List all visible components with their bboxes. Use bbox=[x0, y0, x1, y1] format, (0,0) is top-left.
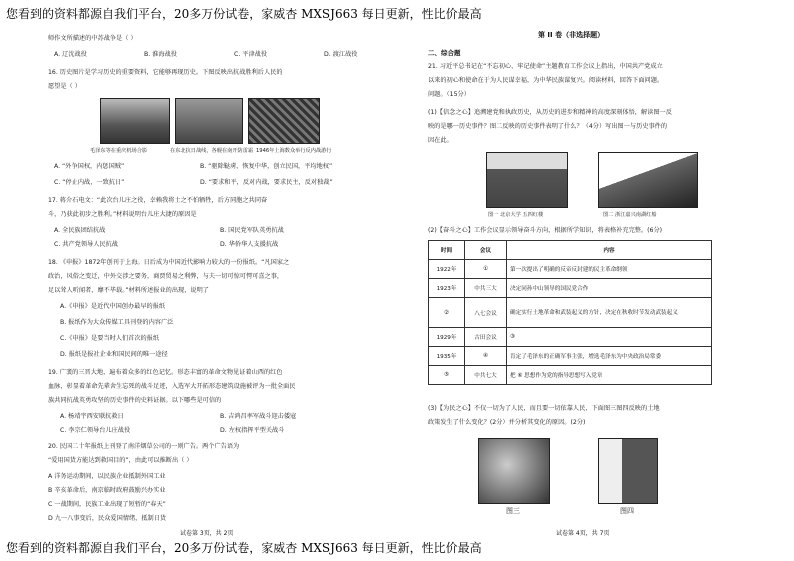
figure-3-caption: 图三 bbox=[506, 507, 520, 515]
table-row bbox=[429, 328, 712, 347]
q20-option-d: D 九一八事变后，民众爱国情绪，抵制日货 bbox=[48, 515, 167, 522]
q16-line-1: 16. 历史图片是学习历史的重要资料，它能够再现历史。下图反映出抗战胜利后人民的 bbox=[48, 69, 283, 76]
table-cell: ② bbox=[429, 298, 465, 328]
table-cell: 中共七大 bbox=[465, 366, 507, 385]
right-page bbox=[428, 28, 794, 538]
q19-option-b: B. 吉鸿昌率军战斗迎击倭寇 bbox=[220, 413, 297, 420]
table-cell: ④ bbox=[465, 347, 507, 366]
table-header-row bbox=[429, 241, 712, 260]
q21-part1-line-1: (1)【信念之心】追溯建党和执政历史，从历史的进步和精神的高度深刻体悟，解读图一反 bbox=[428, 109, 672, 116]
table-cell: 古田会议 bbox=[465, 328, 507, 347]
table-row bbox=[429, 298, 712, 328]
figure-2-photo bbox=[598, 152, 698, 208]
section-title: 二、综合题 bbox=[428, 49, 461, 57]
q21-line-2: 以来的初心和使命在于为人民谋幸福，为中华民族谋复兴。阅读材料，回答下面问题。 bbox=[428, 77, 664, 84]
table-cell: 八七会议 bbox=[465, 298, 507, 328]
q16-line-2: 愿望是（ ） bbox=[48, 83, 81, 90]
table-row bbox=[429, 260, 712, 279]
table-cell: 1935年 bbox=[429, 347, 465, 366]
q15-tail: 师作文所描述的中苏战争是（ ） bbox=[48, 35, 137, 42]
q19-line-1: 19. 广袤的三晋大地，遍布着众多的红色记忆。形态丰富的革命文物见证着山西的红色 bbox=[48, 369, 283, 376]
q16-option-a: A. “外争国权，内惩国贼” bbox=[54, 163, 125, 170]
q19-line-3: 族共同抗战英勇攻坚的历史事件的史料证据。以下哪些是可信的 bbox=[48, 397, 222, 404]
table-row bbox=[429, 279, 712, 298]
q21-part3-line-2: 政策发生了什么变化？(2分）并分析其变化的原因。(2分) bbox=[428, 419, 586, 426]
q21-part3-line-1: (3)【为民之心】不仅一切为了人民，而且要一切依靠人民，下面图三图四反映的土地 bbox=[428, 405, 660, 412]
figure-2-caption: 图二 浙江嘉兴南湖红船 bbox=[603, 212, 657, 218]
q19-line-2: 血脉，彰显着革命先辈舍生忘死的战斗足迹，入选军大开拓形态建筑设施被评为一批全面民 bbox=[48, 383, 296, 390]
q20-line-2: “爱用国货方能达到救国目的”，由此可以推断出（ ） bbox=[48, 457, 193, 464]
figure-4-photo bbox=[598, 438, 658, 504]
top-banner: 您看到的资料都源自我们平台，20多万份试卷，家威杏 MXSJ663 每日更新，性比价最高 bbox=[6, 7, 482, 21]
q15-option-a: A. 辽沈战役 bbox=[54, 51, 87, 58]
q16-option-d: D. “要求和平，反对内战，要求民主，反对独裁” bbox=[200, 179, 333, 186]
q20-line-1: 20. 民国二十年报纸上刊登了南洋烟草公司的一则广告。两个广告语为 bbox=[48, 443, 240, 450]
q21-part1-line-2: 映的是哪一历史事件？图二反映的历史事件表明了什么？（4分）写出图一与历史事件的 bbox=[428, 123, 668, 130]
table-cell: ⑤ bbox=[429, 366, 465, 385]
left-page bbox=[30, 28, 418, 538]
q21-line-1: 21. 习近平总书记在“不忘初心，牢记使命”主题教育工作会议上指出，中国共产党成立 bbox=[428, 63, 663, 70]
table-cell: 1929年 bbox=[429, 328, 465, 347]
q16-photo-1 bbox=[100, 98, 170, 144]
q18-option-b: B. 报纸作为大众传媒工具刊登的内容广泛 bbox=[60, 319, 174, 326]
q17-option-d: D. 华侨华人支援抗战 bbox=[220, 241, 279, 248]
events-table bbox=[428, 240, 712, 385]
table-header: 内容 bbox=[507, 241, 712, 260]
q17-option-a: A. 全民族团结抗战 bbox=[54, 227, 106, 234]
q16-caption-1: 毛泽东等在重庆机场合影 bbox=[90, 148, 148, 154]
q19-option-c: C. 李宗仁领导台儿庄战役 bbox=[60, 427, 131, 434]
q16-caption-2: 在东北抗日战线，各舰在南开防雷霜 bbox=[170, 148, 254, 154]
figure-1-photo bbox=[486, 152, 568, 208]
left-page-footer: 试卷第 3页，共 2页 bbox=[180, 530, 234, 537]
table-header: 时间 bbox=[429, 241, 465, 260]
q21-line-3: 问题。（15分） bbox=[428, 91, 470, 98]
q17-option-c: C. 共产党领导人民抗战 bbox=[54, 241, 118, 248]
bottom-banner: 您看到的资料都源自我们平台，20多万份试卷，家威杏 MXSJ663 每日更新，性比价最高 bbox=[6, 541, 482, 555]
table-row bbox=[429, 366, 712, 385]
q18-line-1: 18. 《申报》1872年创刊于上海。日后成为中国近代影响力较大的一份报纸。“凡国家之 bbox=[48, 259, 290, 266]
table-cell: 确定实行土地革命和武装起义的方针，决定在秋收时节发动武装起义 bbox=[507, 298, 712, 328]
q15-option-d: D. 渡江战役 bbox=[324, 51, 358, 58]
q20-option-a: A 洋务运动期间，以民族企业抵制外国工业 bbox=[48, 473, 166, 480]
table-cell: 中共三大 bbox=[465, 279, 507, 298]
figure-1-caption: 图一 北京大学 五四红楼 bbox=[488, 212, 544, 218]
table-cell: 1922年 bbox=[429, 260, 465, 279]
q18-line-2: 政治，风俗之变迁，中外交涉之要务，商贾贸易之利弊，与夫一切可惊可愕可喜之事， bbox=[48, 273, 284, 280]
part-title: 第 II 卷（非选择题） bbox=[538, 31, 605, 39]
q17-line-1: 17. 蒋介石电文：“此次台儿庄之役，幸赖我将士之不怕牺牲，后方同胞之共同奋 bbox=[48, 197, 268, 204]
q18-option-d: D. 报纸是报社企业和国民间的唯一途径 bbox=[60, 351, 168, 358]
q16-option-c: C. “停止内战，一致抗日” bbox=[54, 179, 125, 186]
q20-option-c: C 一战期间，民族工业出现了短暂的“春天” bbox=[48, 501, 166, 508]
right-page-footer: 试卷第 4页，共 7页 bbox=[556, 530, 610, 537]
table-cell: 肯定了毛泽东的正确军事主张，增选毛泽东为中央政治局常委 bbox=[507, 347, 712, 366]
q16-photo-2 bbox=[175, 98, 243, 144]
q18-option-a: A.《申报》是近代中国创办最早的报纸 bbox=[60, 303, 166, 310]
q21-part2-prompt: (2)【奋斗之心】工作会议显示领导奋斗方向，根据所学知识，将表格补充完整。(6分) bbox=[428, 227, 663, 234]
q16-photo-3 bbox=[248, 98, 320, 144]
table-cell: 1923年 bbox=[429, 279, 465, 298]
q21-part1-line-3: 因在此。 bbox=[428, 137, 453, 144]
q17-option-b: B. 国民党军队英勇抗战 bbox=[220, 227, 284, 234]
q18-option-c: C.《申报》是要当时人们首次的报纸 bbox=[60, 335, 160, 342]
q16-option-b: B. “驱除鞑虏，恢复中华，创立民国，平均地权” bbox=[200, 163, 333, 170]
table-cell: ③ bbox=[507, 328, 712, 347]
q20-option-b: B 辛亥革命后，南京临时政府鼓励兴办实业 bbox=[48, 487, 166, 494]
q19-option-a: A. 杨靖宇西安联抗救日 bbox=[60, 413, 124, 420]
table-header: 会议 bbox=[465, 241, 507, 260]
table-cell: ① bbox=[465, 260, 507, 279]
figure-3-photo bbox=[478, 438, 550, 504]
table-row bbox=[429, 347, 712, 366]
table-cell: 把 ⑥ 思想作为党的指导思想写入党章 bbox=[507, 366, 712, 385]
q19-option-d: D. 左权指挥平型关战斗 bbox=[220, 427, 285, 434]
table-cell: 第一次提出了明确的反帝反封建的民主革命纲领 bbox=[507, 260, 712, 279]
q18-line-3: 足以耸人听闻者，靡不毕载。”材料所述报业的出现，说明了 bbox=[48, 287, 209, 294]
q16-caption-3: 1946年上海数众举行反内战游行 bbox=[256, 148, 332, 154]
figure-4-caption: 图四 bbox=[620, 507, 634, 515]
q15-option-c: C. 平津战役 bbox=[234, 51, 268, 58]
q17-line-2: 斗，乃获此初步之胜利。”材料说明台儿庄大捷的原因是 bbox=[48, 211, 197, 218]
q15-option-b: B. 淮海战役 bbox=[144, 51, 177, 58]
table-cell: 决定同孙中山领导的国民党合作 bbox=[507, 279, 712, 298]
